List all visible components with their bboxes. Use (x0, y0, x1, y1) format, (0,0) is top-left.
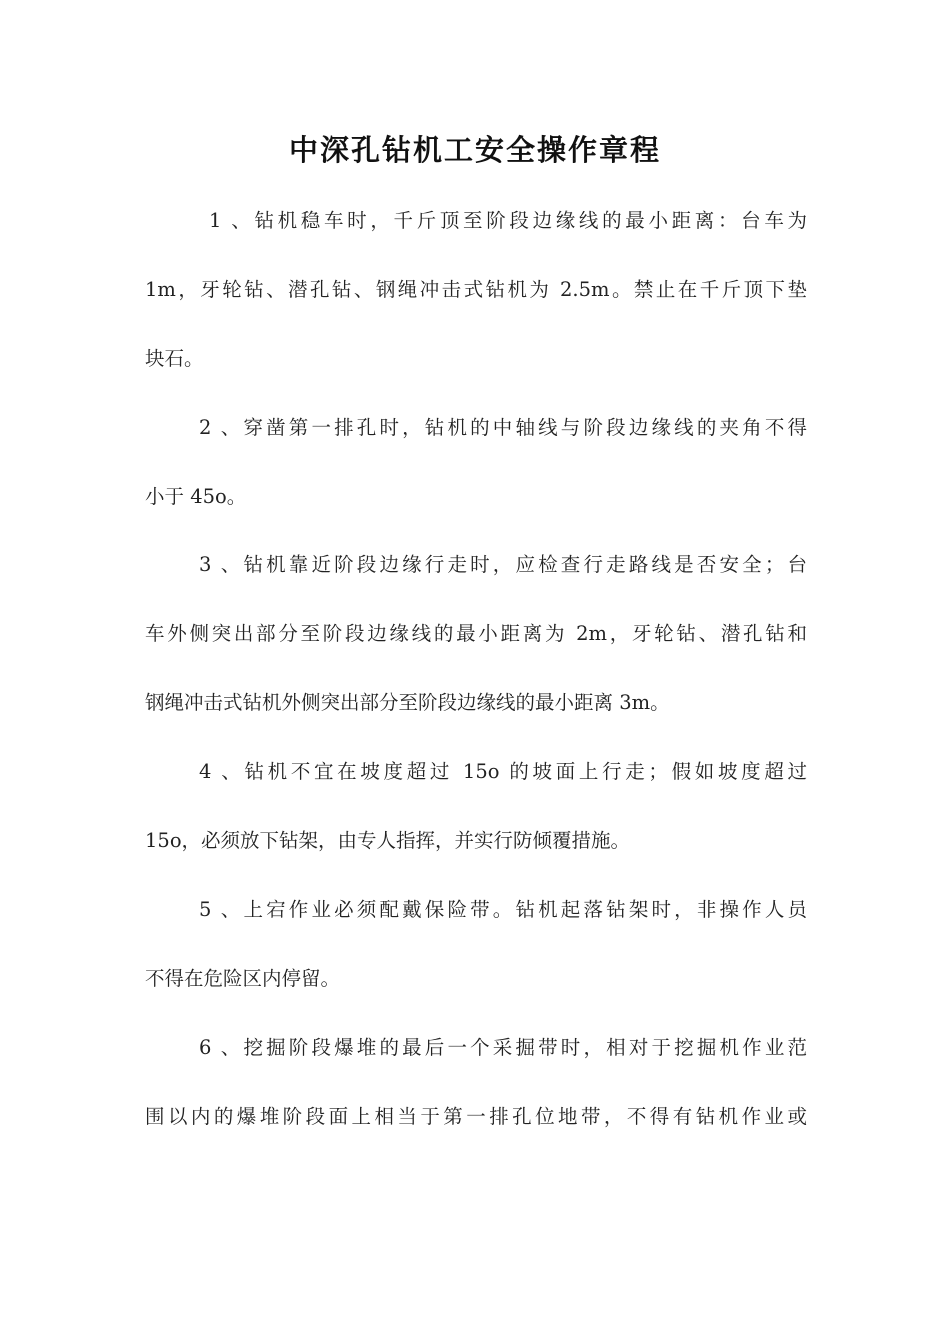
paragraph-line: 钢绳冲击式钻机外侧突出部分至阶段边缘线的最小距离 3m。 (145, 691, 670, 715)
paragraph-5 (145, 876, 807, 1014)
document-body (145, 187, 807, 1151)
paragraph-line: 1m，牙轮钻、潜孔钻、钢绳冲击式钻机为 2.5m。禁止在千斤顶下垫 (145, 277, 807, 301)
paragraph-2 (145, 394, 807, 532)
paragraph-line: 块石。 (145, 346, 204, 370)
paragraph-line: 3 、钻机靠近阶段边缘行走时，应检查行走路线是否安全；台 (199, 553, 807, 577)
paragraph-line: 15o，必须放下钻架，由专人指挥，并实行防倾覆措施。 (145, 829, 631, 853)
paragraph-3 (145, 531, 807, 738)
document-title: 中深孔钻机工安全操作章程 (288, 133, 661, 167)
paragraph-line: 1 、钻机稳车时，千斤顶至阶段边缘线的最小距离：台车为 (209, 209, 807, 232)
paragraph-line: 2 、穿凿第一排孔时，钻机的中轴线与阶段边缘线的夹角不得 (199, 415, 807, 439)
paragraph-1 (145, 187, 807, 394)
paragraph-line: 6 、挖掘阶段爆堆的最后一个采掘带时，相对于挖掘机作业范 (199, 1035, 807, 1059)
paragraph-line: 5 、上宕作业必须配戴保险带。钻机起落钻架时，非操作人员 (199, 897, 807, 921)
paragraph-line: 小于 45o。 (145, 484, 247, 508)
paragraph-4 (145, 738, 807, 876)
paragraph-line: 4 、钻机不宜在坡度超过 15o 的坡面上行走；假如坡度超过 (199, 760, 807, 784)
paragraph-line: 不得在危险区内停留。 (145, 966, 341, 990)
paragraph-line: 围以内的爆堆阶段面上相当于第一排孔位地带，不得有钻机作业或 (145, 1104, 807, 1128)
paragraph-6 (145, 1014, 807, 1152)
paragraph-line: 车外侧突出部分至阶段边缘线的最小距离为 2m，牙轮钻、潜孔钻和 (145, 622, 807, 646)
